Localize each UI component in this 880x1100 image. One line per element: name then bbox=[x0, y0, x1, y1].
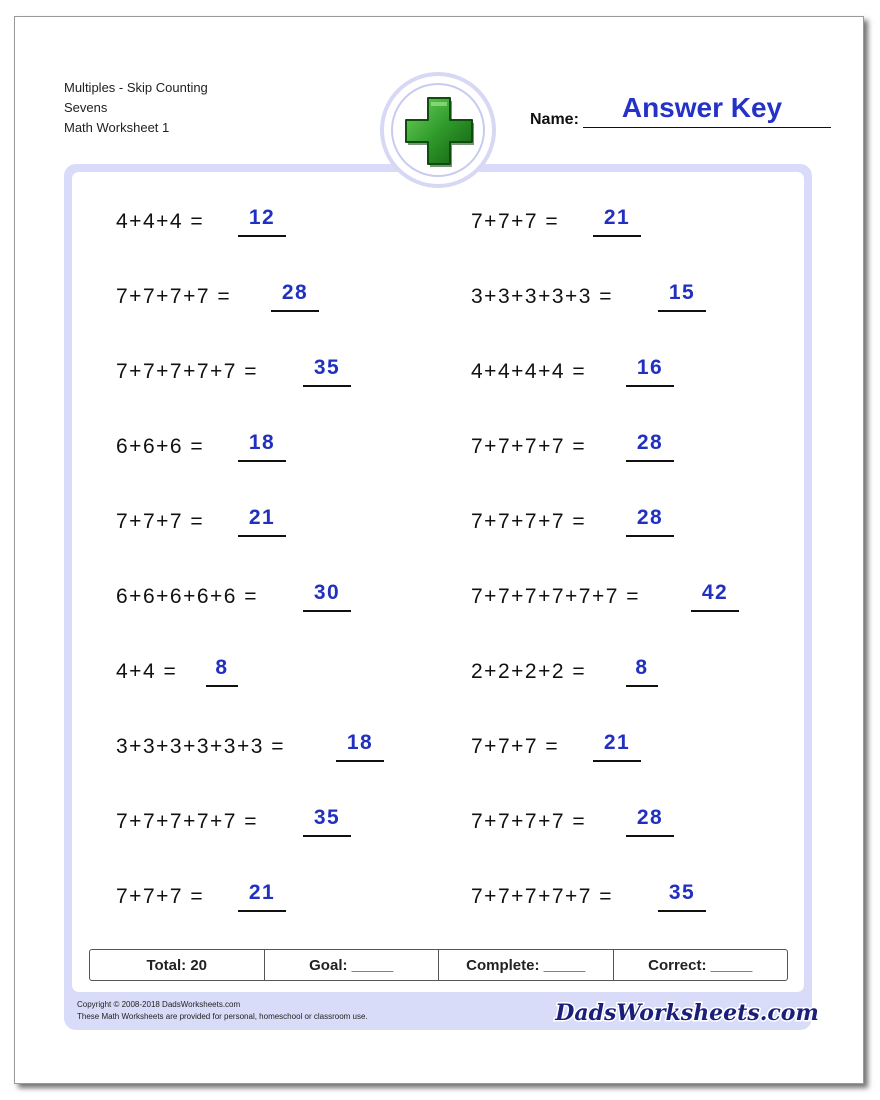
problem-expression: 7+7+7+7 = bbox=[116, 285, 232, 308]
problem-row bbox=[471, 282, 801, 312]
problem-row bbox=[471, 507, 801, 537]
answer-blank bbox=[238, 430, 286, 462]
score-correct: Correct: _____ bbox=[648, 956, 753, 974]
worksheet-subtitle: Sevens bbox=[64, 100, 108, 115]
answer-value: 21 bbox=[603, 206, 631, 229]
answer-value: 35 bbox=[313, 356, 341, 379]
worksheet-header bbox=[64, 78, 208, 138]
problem-row bbox=[116, 732, 446, 762]
name-label: Name: bbox=[530, 111, 579, 128]
problem-expression: 3+3+3+3+3 = bbox=[471, 285, 614, 308]
problem-expression: 7+7+7 = bbox=[471, 210, 560, 233]
answer-value: 35 bbox=[313, 806, 341, 829]
logo-badge bbox=[380, 72, 496, 188]
dadsworksheets-logo bbox=[555, 991, 819, 1031]
answer-value: 42 bbox=[701, 581, 729, 604]
answer-blank bbox=[303, 355, 351, 387]
answer-value: 21 bbox=[603, 731, 631, 754]
problem-expression: 7+7+7+7+7 = bbox=[116, 360, 259, 383]
problem-expression: 4+4 = bbox=[116, 660, 178, 683]
answer-blank bbox=[206, 655, 238, 687]
answer-value: 21 bbox=[248, 506, 276, 529]
answer-blank bbox=[626, 805, 674, 837]
problem-expression: 6+6+6 = bbox=[116, 435, 205, 458]
answer-value: 15 bbox=[668, 281, 696, 304]
problem-expression: 7+7+7+7 = bbox=[471, 435, 587, 458]
answer-value: 12 bbox=[248, 206, 276, 229]
problem-expression: 7+7+7 = bbox=[116, 510, 205, 533]
answer-blank bbox=[626, 655, 658, 687]
problem-row bbox=[116, 507, 446, 537]
problem-expression: 7+7+7+7+7+7 = bbox=[471, 585, 640, 608]
answer-blank bbox=[658, 880, 706, 912]
problem-expression: 7+7+7+7+7 = bbox=[116, 810, 259, 833]
worksheet-number: Math Worksheet 1 bbox=[64, 120, 170, 135]
answer-key-text: Answer Key bbox=[621, 92, 783, 123]
problem-expression: 6+6+6+6+6 = bbox=[116, 585, 259, 608]
problem-expression: 2+2+2+2 = bbox=[471, 660, 587, 683]
problem-row bbox=[471, 807, 801, 837]
score-total: Total: 20 bbox=[90, 950, 265, 980]
answer-value: 28 bbox=[636, 506, 664, 529]
score-complete: Complete: _____ bbox=[439, 950, 614, 980]
problem-expression: 7+7+7+7 = bbox=[471, 810, 587, 833]
problem-row bbox=[116, 207, 446, 237]
score-table bbox=[89, 949, 788, 981]
answer-value: 30 bbox=[313, 581, 341, 604]
answer-blank bbox=[626, 505, 674, 537]
problem-expression: 7+7+7+7 = bbox=[471, 510, 587, 533]
problem-expression: 3+3+3+3+3+3 = bbox=[116, 735, 285, 758]
problem-row bbox=[116, 882, 446, 912]
answer-blank bbox=[303, 580, 351, 612]
problem-row bbox=[116, 432, 446, 462]
answer-value: 28 bbox=[636, 806, 664, 829]
answer-value: 28 bbox=[636, 431, 664, 454]
answer-blank bbox=[658, 280, 706, 312]
problem-row bbox=[116, 582, 446, 612]
answer-value: 28 bbox=[281, 281, 309, 304]
worksheet-title: Multiples - Skip Counting bbox=[64, 80, 208, 95]
answer-blank bbox=[593, 730, 641, 762]
problem-row bbox=[471, 732, 801, 762]
plus-icon bbox=[400, 92, 478, 170]
answer-value: 35 bbox=[668, 881, 696, 904]
problem-row bbox=[471, 657, 801, 687]
answer-blank bbox=[336, 730, 384, 762]
problem-row bbox=[471, 207, 801, 237]
answer-blank bbox=[626, 430, 674, 462]
answer-value: 18 bbox=[248, 431, 276, 454]
problem-row bbox=[116, 282, 446, 312]
answer-blank bbox=[303, 805, 351, 837]
usage-notice: These Math Worksheets are provided for personal, homeschool or classroom use. bbox=[77, 1012, 368, 1021]
answer-blank bbox=[593, 205, 641, 237]
answer-value: 18 bbox=[346, 731, 374, 754]
problem-row bbox=[471, 582, 801, 612]
answer-blank bbox=[691, 580, 739, 612]
answer-value: 8 bbox=[635, 656, 649, 679]
problem-expression: 7+7+7+7+7 = bbox=[471, 885, 614, 908]
answer-value: 16 bbox=[636, 356, 664, 379]
answer-blank bbox=[626, 355, 674, 387]
problem-row bbox=[471, 357, 801, 387]
problem-row bbox=[471, 432, 801, 462]
problem-expression: 7+7+7 = bbox=[116, 885, 205, 908]
name-line bbox=[583, 127, 831, 128]
footer-text bbox=[77, 999, 368, 1023]
problem-row bbox=[471, 882, 801, 912]
problem-row bbox=[116, 657, 446, 687]
problem-row bbox=[116, 807, 446, 837]
problem-expression: 7+7+7 = bbox=[471, 735, 560, 758]
score-goal: Goal: _____ bbox=[265, 950, 440, 980]
copyright-text: Copyright © 2008-2018 DadsWorksheets.com bbox=[77, 1000, 241, 1009]
answer-blank bbox=[271, 280, 319, 312]
answer-value: 8 bbox=[215, 656, 229, 679]
answer-blank bbox=[238, 505, 286, 537]
answer-blank bbox=[238, 880, 286, 912]
logo-text: DadsWorksheets.com bbox=[555, 1000, 819, 1026]
problem-expression: 4+4+4 = bbox=[116, 210, 205, 233]
problem-row bbox=[116, 357, 446, 387]
answer-blank bbox=[238, 205, 286, 237]
problem-expression: 4+4+4+4 = bbox=[471, 360, 587, 383]
answer-value: 21 bbox=[248, 881, 276, 904]
